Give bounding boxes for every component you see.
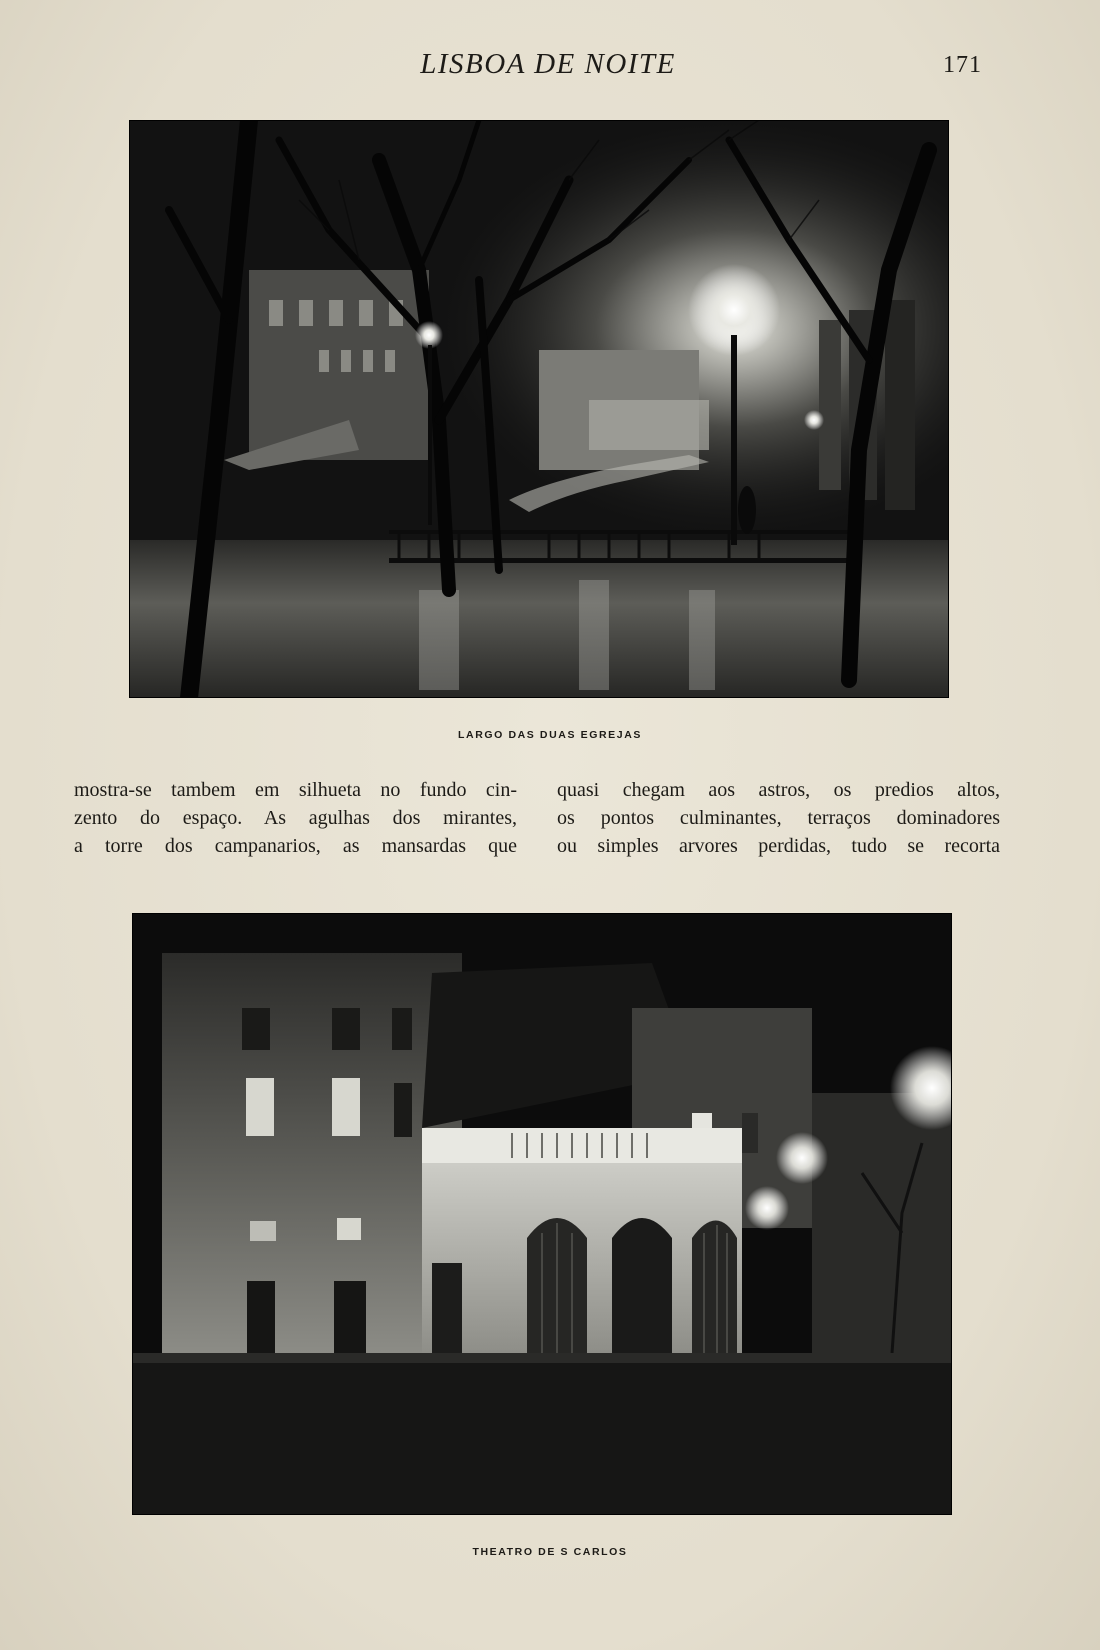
figure-caption: LARGO DAS DUAS EGREJAS <box>458 729 642 741</box>
page-number: 171 <box>943 52 982 78</box>
photo-largo-das-duas-egrejas <box>129 120 949 698</box>
text-column-left <box>74 776 517 860</box>
photo-theatro-de-s-carlos <box>132 913 952 1515</box>
figure-caption: THEATRO DE S CARLOS <box>472 1546 628 1558</box>
text-line: zento do espaço. As agulhas dos mirantes, <box>74 807 517 829</box>
text-column-right <box>557 776 1000 860</box>
text-line: mostra-se tambem em silhueta no fundo cin- <box>74 779 517 801</box>
text-line: ou simples arvores perdidas, tudo se recorta <box>557 835 1000 857</box>
text-line: quasi chegam aos astros, os predios altos, <box>557 779 1000 801</box>
running-head <box>0 48 1100 88</box>
text-line: a torre dos campanarios, as mansardas que <box>74 835 517 857</box>
text-line: os pontos culminantes, terraços dominadores <box>557 807 1000 829</box>
running-title: LISBOA DE NOITE <box>420 48 676 80</box>
